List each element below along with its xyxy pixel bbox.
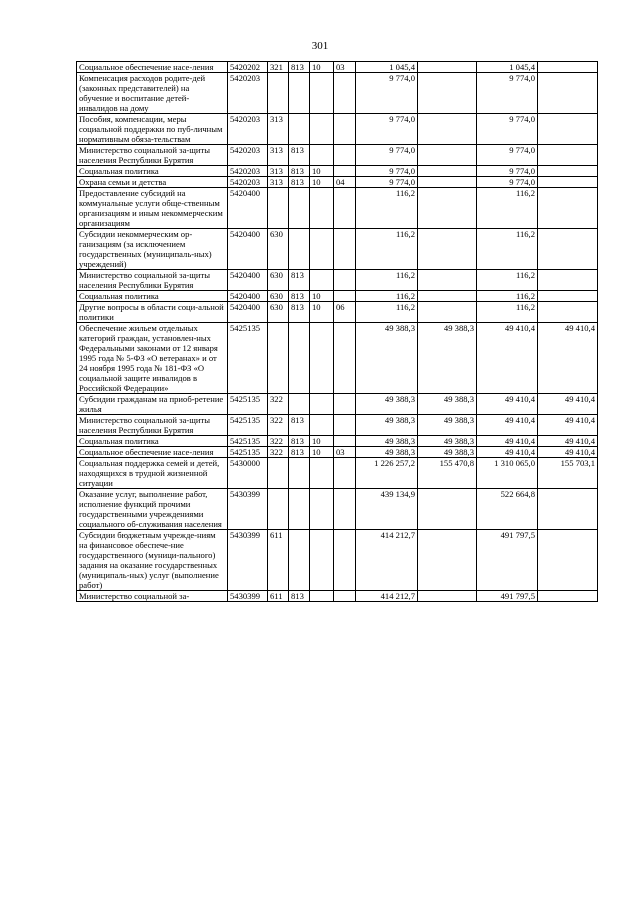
row-expense-type: 322 bbox=[268, 415, 289, 436]
row-amount-1: 9 774,0 bbox=[356, 114, 418, 145]
row-section bbox=[310, 489, 334, 530]
row-expense-type: 630 bbox=[268, 302, 289, 323]
row-name: Социальная поддержка семей и детей, находящихся в трудной жизненной ситуации bbox=[77, 458, 228, 489]
row-target-code: 5430399 bbox=[228, 591, 268, 602]
row-amount-4: 49 410,4 bbox=[538, 394, 598, 415]
row-subsection bbox=[334, 73, 356, 114]
row-subsection bbox=[334, 291, 356, 302]
row-subsection: 04 bbox=[334, 177, 356, 188]
table-row bbox=[77, 489, 598, 530]
row-amount-4: 49 410,4 bbox=[538, 447, 598, 458]
row-subsection bbox=[334, 394, 356, 415]
row-amount-3: 9 774,0 bbox=[477, 114, 538, 145]
row-amount-2 bbox=[418, 291, 477, 302]
row-expense-type: 313 bbox=[268, 114, 289, 145]
table-row bbox=[77, 270, 598, 291]
row-subsection: 06 bbox=[334, 302, 356, 323]
row-target-code: 5420203 bbox=[228, 166, 268, 177]
row-section: 10 bbox=[310, 177, 334, 188]
row-target-code: 5420400 bbox=[228, 291, 268, 302]
row-amount-4 bbox=[538, 73, 598, 114]
row-amount-3: 49 410,4 bbox=[477, 415, 538, 436]
row-ministry-code bbox=[289, 73, 310, 114]
row-ministry-code bbox=[289, 323, 310, 394]
row-ministry-code bbox=[289, 188, 310, 229]
row-amount-3: 49 410,4 bbox=[477, 447, 538, 458]
row-name: Министерство социальной за-щиты населения Республики Бурятия bbox=[77, 145, 228, 166]
row-subsection bbox=[334, 415, 356, 436]
table-row bbox=[77, 323, 598, 394]
row-ministry-code bbox=[289, 114, 310, 145]
row-target-code: 5420400 bbox=[228, 302, 268, 323]
row-target-code: 5420203 bbox=[228, 73, 268, 114]
row-name: Субсидии гражданам на приоб-ретение жилья bbox=[77, 394, 228, 415]
row-amount-4: 49 410,4 bbox=[538, 436, 598, 447]
row-amount-4 bbox=[538, 270, 598, 291]
row-amount-2: 49 388,3 bbox=[418, 394, 477, 415]
row-amount-4: 155 703,1 bbox=[538, 458, 598, 489]
row-target-code: 5420202 bbox=[228, 62, 268, 73]
table-row bbox=[77, 394, 598, 415]
row-target-code: 5420203 bbox=[228, 114, 268, 145]
row-amount-3: 49 410,4 bbox=[477, 394, 538, 415]
row-target-code: 5420400 bbox=[228, 188, 268, 229]
row-subsection bbox=[334, 270, 356, 291]
row-amount-2 bbox=[418, 188, 477, 229]
row-target-code: 5420203 bbox=[228, 145, 268, 166]
row-expense-type: 611 bbox=[268, 591, 289, 602]
row-name: Министерство социальной за-щиты населения Республики Бурятия bbox=[77, 415, 228, 436]
row-section: 10 bbox=[310, 436, 334, 447]
row-amount-3: 116,2 bbox=[477, 270, 538, 291]
row-amount-4: 49 410,4 bbox=[538, 323, 598, 394]
row-name: Охрана семьи и детства bbox=[77, 177, 228, 188]
row-subsection bbox=[334, 530, 356, 591]
row-target-code: 5425135 bbox=[228, 415, 268, 436]
row-expense-type: 313 bbox=[268, 145, 289, 166]
table-row bbox=[77, 291, 598, 302]
row-ministry-code: 813 bbox=[289, 166, 310, 177]
table-row bbox=[77, 447, 598, 458]
row-ministry-code: 813 bbox=[289, 415, 310, 436]
row-amount-3: 116,2 bbox=[477, 188, 538, 229]
row-target-code: 5420400 bbox=[228, 229, 268, 270]
row-subsection bbox=[334, 166, 356, 177]
row-name: Социальное обеспечение насе-ления bbox=[77, 62, 228, 73]
page-number: 301 bbox=[311, 40, 329, 52]
row-target-code: 5420400 bbox=[228, 270, 268, 291]
row-ministry-code: 813 bbox=[289, 177, 310, 188]
row-amount-3: 116,2 bbox=[477, 291, 538, 302]
row-section bbox=[310, 270, 334, 291]
row-target-code: 5425135 bbox=[228, 436, 268, 447]
row-amount-4 bbox=[538, 177, 598, 188]
row-amount-2 bbox=[418, 114, 477, 145]
row-expense-type: 313 bbox=[268, 177, 289, 188]
row-amount-1: 9 774,0 bbox=[356, 73, 418, 114]
row-expense-type bbox=[268, 489, 289, 530]
row-amount-2 bbox=[418, 530, 477, 591]
table-row bbox=[77, 436, 598, 447]
row-ministry-code bbox=[289, 229, 310, 270]
row-amount-3: 491 797,5 bbox=[477, 591, 538, 602]
row-name: Предоставление субсидий на коммунальные услуги обще-ственным организациям и иным некоммерческим организациям bbox=[77, 188, 228, 229]
row-section bbox=[310, 73, 334, 114]
row-expense-type: 321 bbox=[268, 62, 289, 73]
row-ministry-code: 813 bbox=[289, 145, 310, 166]
row-name: Компенсация расходов родите-дей (законных представителей) на обучение и воспитание детей-инвалидов на дому bbox=[77, 73, 228, 114]
row-amount-3: 1 310 065,0 bbox=[477, 458, 538, 489]
row-name: Социальная политика bbox=[77, 436, 228, 447]
table-row bbox=[77, 458, 598, 489]
row-subsection bbox=[334, 229, 356, 270]
table-row bbox=[77, 177, 598, 188]
row-ministry-code: 813 bbox=[289, 591, 310, 602]
row-ministry-code bbox=[289, 458, 310, 489]
row-amount-2: 49 388,3 bbox=[418, 323, 477, 394]
row-amount-1: 116,2 bbox=[356, 229, 418, 270]
row-amount-2: 155 470,8 bbox=[418, 458, 477, 489]
row-amount-4 bbox=[538, 188, 598, 229]
row-amount-4 bbox=[538, 530, 598, 591]
row-target-code: 5430399 bbox=[228, 489, 268, 530]
row-section bbox=[310, 145, 334, 166]
row-expense-type bbox=[268, 188, 289, 229]
row-expense-type bbox=[268, 73, 289, 114]
row-target-code: 5425135 bbox=[228, 323, 268, 394]
row-name: Другие вопросы в области соци-альной политики bbox=[77, 302, 228, 323]
row-amount-1: 49 388,3 bbox=[356, 436, 418, 447]
row-name: Оказание услуг, выполнение работ, исполнение функций прочими государственными учреждениями социального об-служивания населения bbox=[77, 489, 228, 530]
row-amount-3: 116,2 bbox=[477, 229, 538, 270]
table-row bbox=[77, 166, 598, 177]
row-amount-4 bbox=[538, 166, 598, 177]
row-section: 10 bbox=[310, 447, 334, 458]
row-amount-4 bbox=[538, 591, 598, 602]
row-amount-1: 414 212,7 bbox=[356, 591, 418, 602]
row-amount-3: 116,2 bbox=[477, 302, 538, 323]
row-ministry-code bbox=[289, 489, 310, 530]
table-row bbox=[77, 73, 598, 114]
row-subsection bbox=[334, 323, 356, 394]
row-ministry-code: 813 bbox=[289, 302, 310, 323]
row-amount-2: 49 388,3 bbox=[418, 415, 477, 436]
row-amount-1: 116,2 bbox=[356, 188, 418, 229]
row-amount-1: 439 134,9 bbox=[356, 489, 418, 530]
row-target-code: 5425135 bbox=[228, 394, 268, 415]
row-amount-1: 1 226 257,2 bbox=[356, 458, 418, 489]
row-amount-4 bbox=[538, 229, 598, 270]
row-section bbox=[310, 458, 334, 489]
row-name: Субсидии некоммерческим ор-ганизациям (за исключением государственных (муниципаль-ных) учреждений) bbox=[77, 229, 228, 270]
table-row bbox=[77, 302, 598, 323]
row-amount-1: 414 212,7 bbox=[356, 530, 418, 591]
row-name: Министерство социальной за- bbox=[77, 591, 228, 602]
row-amount-4 bbox=[538, 114, 598, 145]
row-target-code: 5420203 bbox=[228, 177, 268, 188]
row-amount-2 bbox=[418, 145, 477, 166]
row-section bbox=[310, 591, 334, 602]
row-ministry-code: 813 bbox=[289, 270, 310, 291]
row-amount-1: 49 388,3 bbox=[356, 323, 418, 394]
row-amount-4 bbox=[538, 489, 598, 530]
row-subsection: 03 bbox=[334, 447, 356, 458]
table-row bbox=[77, 188, 598, 229]
row-name: Социальная политика bbox=[77, 166, 228, 177]
row-amount-1: 9 774,0 bbox=[356, 177, 418, 188]
row-amount-3: 522 664,8 bbox=[477, 489, 538, 530]
row-expense-type: 322 bbox=[268, 436, 289, 447]
row-expense-type bbox=[268, 323, 289, 394]
row-subsection bbox=[334, 489, 356, 530]
table-row bbox=[77, 591, 598, 602]
row-ministry-code: 813 bbox=[289, 62, 310, 73]
row-target-code: 5425135 bbox=[228, 447, 268, 458]
row-subsection bbox=[334, 188, 356, 229]
row-ministry-code: 813 bbox=[289, 436, 310, 447]
row-section bbox=[310, 323, 334, 394]
row-amount-3: 49 410,4 bbox=[477, 323, 538, 394]
table-row bbox=[77, 114, 598, 145]
row-section bbox=[310, 229, 334, 270]
row-amount-1: 9 774,0 bbox=[356, 145, 418, 166]
table-row bbox=[77, 415, 598, 436]
row-section: 10 bbox=[310, 302, 334, 323]
row-name: Обеспечение жильем отдельных категорий граждан, установлен-ных Федеральными законами от 12 января 1995 года № 5-ФЗ «О ветеранах» и от 24 ноября 1995 года № 181-ФЗ «О социальной защите инвалидов в Российской Федерации» bbox=[77, 323, 228, 394]
row-amount-3: 491 797,5 bbox=[477, 530, 538, 591]
row-amount-2 bbox=[418, 73, 477, 114]
row-expense-type: 630 bbox=[268, 229, 289, 270]
row-section bbox=[310, 415, 334, 436]
row-amount-1: 116,2 bbox=[356, 302, 418, 323]
row-amount-4 bbox=[538, 145, 598, 166]
row-ministry-code bbox=[289, 394, 310, 415]
row-expense-type: 322 bbox=[268, 394, 289, 415]
row-expense-type: 313 bbox=[268, 166, 289, 177]
row-expense-type: 630 bbox=[268, 291, 289, 302]
row-ministry-code bbox=[289, 530, 310, 591]
row-amount-3: 9 774,0 bbox=[477, 73, 538, 114]
row-section: 10 bbox=[310, 291, 334, 302]
row-amount-3: 9 774,0 bbox=[477, 177, 538, 188]
row-section bbox=[310, 530, 334, 591]
row-amount-2 bbox=[418, 177, 477, 188]
row-amount-2 bbox=[418, 302, 477, 323]
row-name: Министерство социальной за-щиты населения Республики Бурятия bbox=[77, 270, 228, 291]
table-row bbox=[77, 145, 598, 166]
row-expense-type bbox=[268, 458, 289, 489]
row-subsection bbox=[334, 591, 356, 602]
row-section: 10 bbox=[310, 166, 334, 177]
row-name: Социальное обеспечение насе-ления bbox=[77, 447, 228, 458]
row-subsection bbox=[334, 114, 356, 145]
row-amount-1: 49 388,3 bbox=[356, 415, 418, 436]
row-name: Пособия, компенсации, меры социальной поддержки по пуб-личным нормативным обяза-тельствам bbox=[77, 114, 228, 145]
row-ministry-code: 813 bbox=[289, 447, 310, 458]
row-amount-3: 49 410,4 bbox=[477, 436, 538, 447]
row-section bbox=[310, 114, 334, 145]
table-row bbox=[77, 530, 598, 591]
row-amount-2 bbox=[418, 166, 477, 177]
row-amount-2 bbox=[418, 270, 477, 291]
row-amount-1: 49 388,3 bbox=[356, 447, 418, 458]
row-amount-1: 9 774,0 bbox=[356, 166, 418, 177]
row-subsection bbox=[334, 145, 356, 166]
row-amount-3: 9 774,0 bbox=[477, 166, 538, 177]
row-name: Социальная политика bbox=[77, 291, 228, 302]
row-subsection bbox=[334, 458, 356, 489]
row-target-code: 5430000 bbox=[228, 458, 268, 489]
row-section bbox=[310, 394, 334, 415]
budget-table bbox=[76, 61, 598, 602]
row-amount-2: 49 388,3 bbox=[418, 436, 477, 447]
row-amount-2 bbox=[418, 229, 477, 270]
row-expense-type: 322 bbox=[268, 447, 289, 458]
table-body bbox=[77, 62, 598, 602]
table-row bbox=[77, 62, 598, 73]
row-amount-1: 116,2 bbox=[356, 291, 418, 302]
row-amount-1: 49 388,3 bbox=[356, 394, 418, 415]
row-target-code: 5430399 bbox=[228, 530, 268, 591]
row-section bbox=[310, 188, 334, 229]
row-amount-2 bbox=[418, 489, 477, 530]
row-amount-3: 1 045,4 bbox=[477, 62, 538, 73]
row-amount-4 bbox=[538, 291, 598, 302]
row-subsection: 03 bbox=[334, 62, 356, 73]
row-expense-type: 630 bbox=[268, 270, 289, 291]
row-amount-4 bbox=[538, 62, 598, 73]
row-subsection bbox=[334, 436, 356, 447]
row-amount-2: 49 388,3 bbox=[418, 447, 477, 458]
row-amount-1: 1 045,4 bbox=[356, 62, 418, 73]
row-amount-4 bbox=[538, 302, 598, 323]
row-name: Субсидии бюджетным учрежде-ниям на финансовое обеспече-ние государственного (муници-пального) задания на оказание государственных (муниципаль-ных) услуг (выполнение работ) bbox=[77, 530, 228, 591]
row-ministry-code: 813 bbox=[289, 291, 310, 302]
table-row bbox=[77, 229, 598, 270]
row-amount-3: 9 774,0 bbox=[477, 145, 538, 166]
row-amount-4: 49 410,4 bbox=[538, 415, 598, 436]
row-amount-2 bbox=[418, 62, 477, 73]
row-section: 10 bbox=[310, 62, 334, 73]
row-amount-2 bbox=[418, 591, 477, 602]
row-expense-type: 611 bbox=[268, 530, 289, 591]
row-amount-1: 116,2 bbox=[356, 270, 418, 291]
